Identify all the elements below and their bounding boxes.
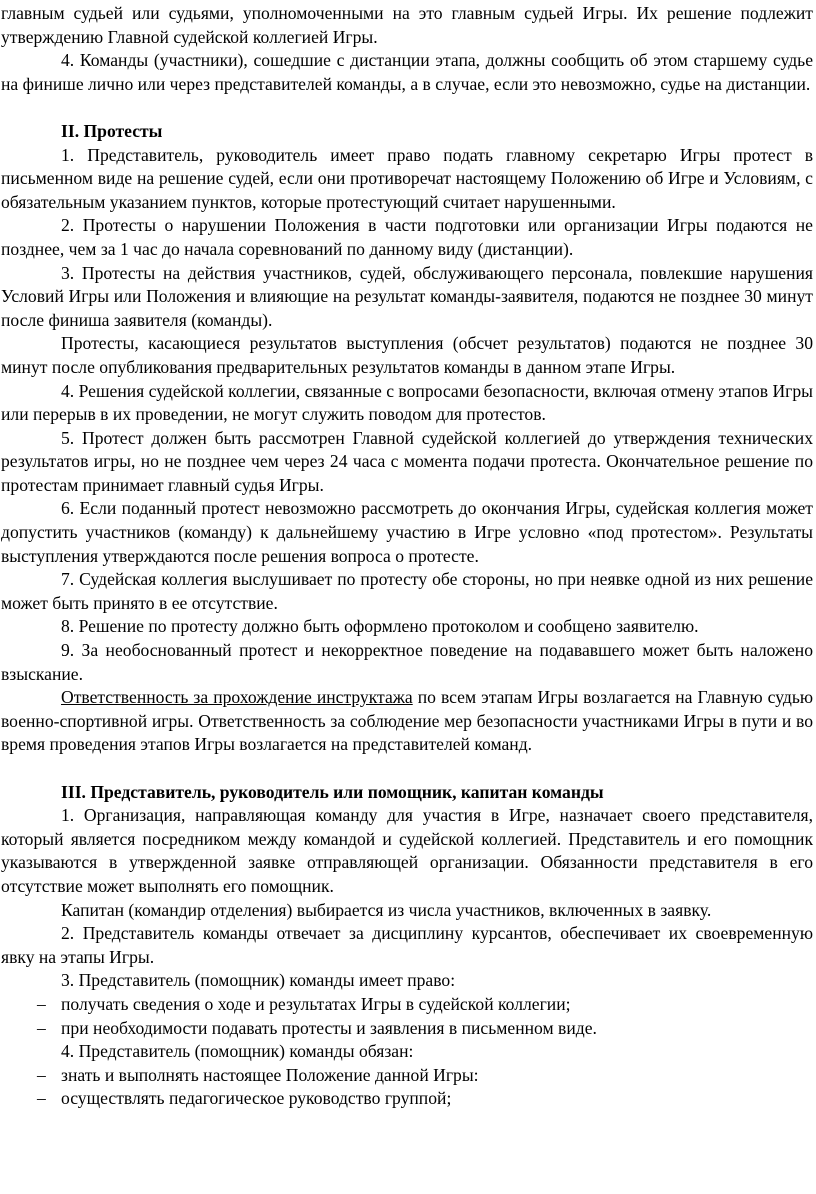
protest-item-5: 5. Протест должен быть рассмотрен Главной судейской коллегией до утверждения технических результатов игры, но не позднее чем через 24 часа с момента подачи протеста. Окончательное решение по протестам принимает главный судья Игры. bbox=[1, 427, 813, 495]
dash-marker: – bbox=[37, 1088, 46, 1109]
captain-paragraph: Капитан (командир отделения) выбирается из числа участников, включенных в заявку. bbox=[61, 899, 712, 920]
dash-marker: – bbox=[37, 1064, 46, 1085]
responsibility-paragraph bbox=[1, 686, 813, 757]
duty-item-2: осуществлять педагогическое руководство группой; bbox=[61, 1088, 452, 1109]
spacer bbox=[1, 757, 813, 781]
protest-item-2: 2. Протесты о нарушении Положения в части подготовки или организации Игры подаются не позднее, чем за 1 час до начала соревнований по данному виду (дистанции). bbox=[1, 215, 813, 259]
protest-item-1: 1. Представитель, руководитель имеет право подать главному секретарю Игры протест в письменном виде на решение судей, если они противоречат настоящему Положению об Игре и Условиям, с обязательным указанием пунктов, которые протестующий считает нарушенными. bbox=[1, 144, 813, 212]
section-3-heading: III. Представитель, руководитель или помощник, капитан команды bbox=[61, 781, 604, 802]
protest-item-6: 6. Если поданный протест невозможно рассмотреть до окончания Игры, судейская коллегия может допустить участников (команду) к дальнейшему участию в Игре условно «под протестом». Результаты выступления утверждаются после решения вопроса о протесте. bbox=[1, 498, 813, 566]
duty-item-1: знать и выполнять настоящее Положение данной Игры: bbox=[61, 1064, 479, 1085]
list-item bbox=[1, 1064, 813, 1088]
representative-item-2: 2. Представитель команды отвечает за дисциплину курсантов, обеспечивает их своевременную явку на этапы Игры. bbox=[1, 923, 813, 967]
dash-marker: – bbox=[37, 993, 46, 1014]
representative-item-1: 1. Организация, направляющая команду для участия в Игре, назначает своего представителя, который является посредником между командой и судейской коллегией. Представитель и его помощник указываются в утвержденной заявке отправляющей организации. Обязанности представителя в его отсутствие может выполнять его помощник. bbox=[1, 805, 813, 896]
responsibility-underlined: Ответственность за прохождение инструктажа bbox=[61, 687, 413, 708]
protest-item-7: 7. Судейская коллегия выслушивает по протесту обе стороны, но при неявке одной из них решение может быть принято в ее отсутствие. bbox=[1, 569, 813, 613]
dash-marker: – bbox=[37, 1017, 46, 1038]
right-item-1: получать сведения о ходе и результатах Игры в судейской коллегии; bbox=[61, 993, 571, 1014]
intro-paragraph-2: 4. Команды (участники), сошедшие с дистанции этапа, должны сообщить об этом старшему судье на финише лично или через представителей команды, а в случае, если это невозможно, судье на дистанции. bbox=[1, 50, 813, 94]
representative-item-3: 3. Представитель (помощник) команды имеет право: bbox=[61, 970, 456, 991]
protest-item-9: 9. За необоснованный протест и некорректное поведение на подававшего может быть наложено взыскание. bbox=[1, 640, 813, 684]
list-item bbox=[1, 993, 813, 1017]
protest-item-8: 8. Решение по протесту должно быть оформлено протоколом и сообщено заявителю. bbox=[61, 616, 699, 637]
responsibility-text: по всем этапам Игры возлагается на Главную судью военно-спортивной игры. Ответственность за соблюдение мер безопасности участниками Игры в пути и во время проведения этапов Игры возлагается на представителей команд. bbox=[1, 687, 813, 755]
protest-item-3: 3. Протесты на действия участников, судей, обслуживающего персонала, повлекшие нарушения Условий Игры или Положения и влияющие на результат команды-заявителя, подаются не позднее 30 минут после финиша заявителя (команды). bbox=[1, 262, 813, 330]
protest-item-3-note: Протесты, касающиеся результатов выступления (обсчет результатов) подаются не позднее 30 минут после опубликования предварительных результатов команды в данном этапе Игры. bbox=[1, 333, 813, 377]
section-2-heading: II. Протесты bbox=[61, 120, 163, 141]
representative-item-4: 4. Представитель (помощник) команды обязан: bbox=[61, 1041, 414, 1062]
right-item-2: при необходимости подавать протесты и заявления в письменном виде. bbox=[61, 1017, 597, 1038]
list-item bbox=[1, 1017, 813, 1041]
spacer bbox=[1, 96, 813, 120]
protest-item-4: 4. Решения судейской коллегии, связанные с вопросами безопасности, включая отмену этапов Игры или перерыв в их проведении, не могут служить поводом для протестов. bbox=[1, 380, 813, 425]
list-item bbox=[1, 1087, 813, 1111]
intro-paragraph-1: главным судьей или судьями, уполномоченными на это главным судьей Игры. Их решение подлежит утверждению Главной судейской коллегией Игры. bbox=[1, 3, 813, 47]
